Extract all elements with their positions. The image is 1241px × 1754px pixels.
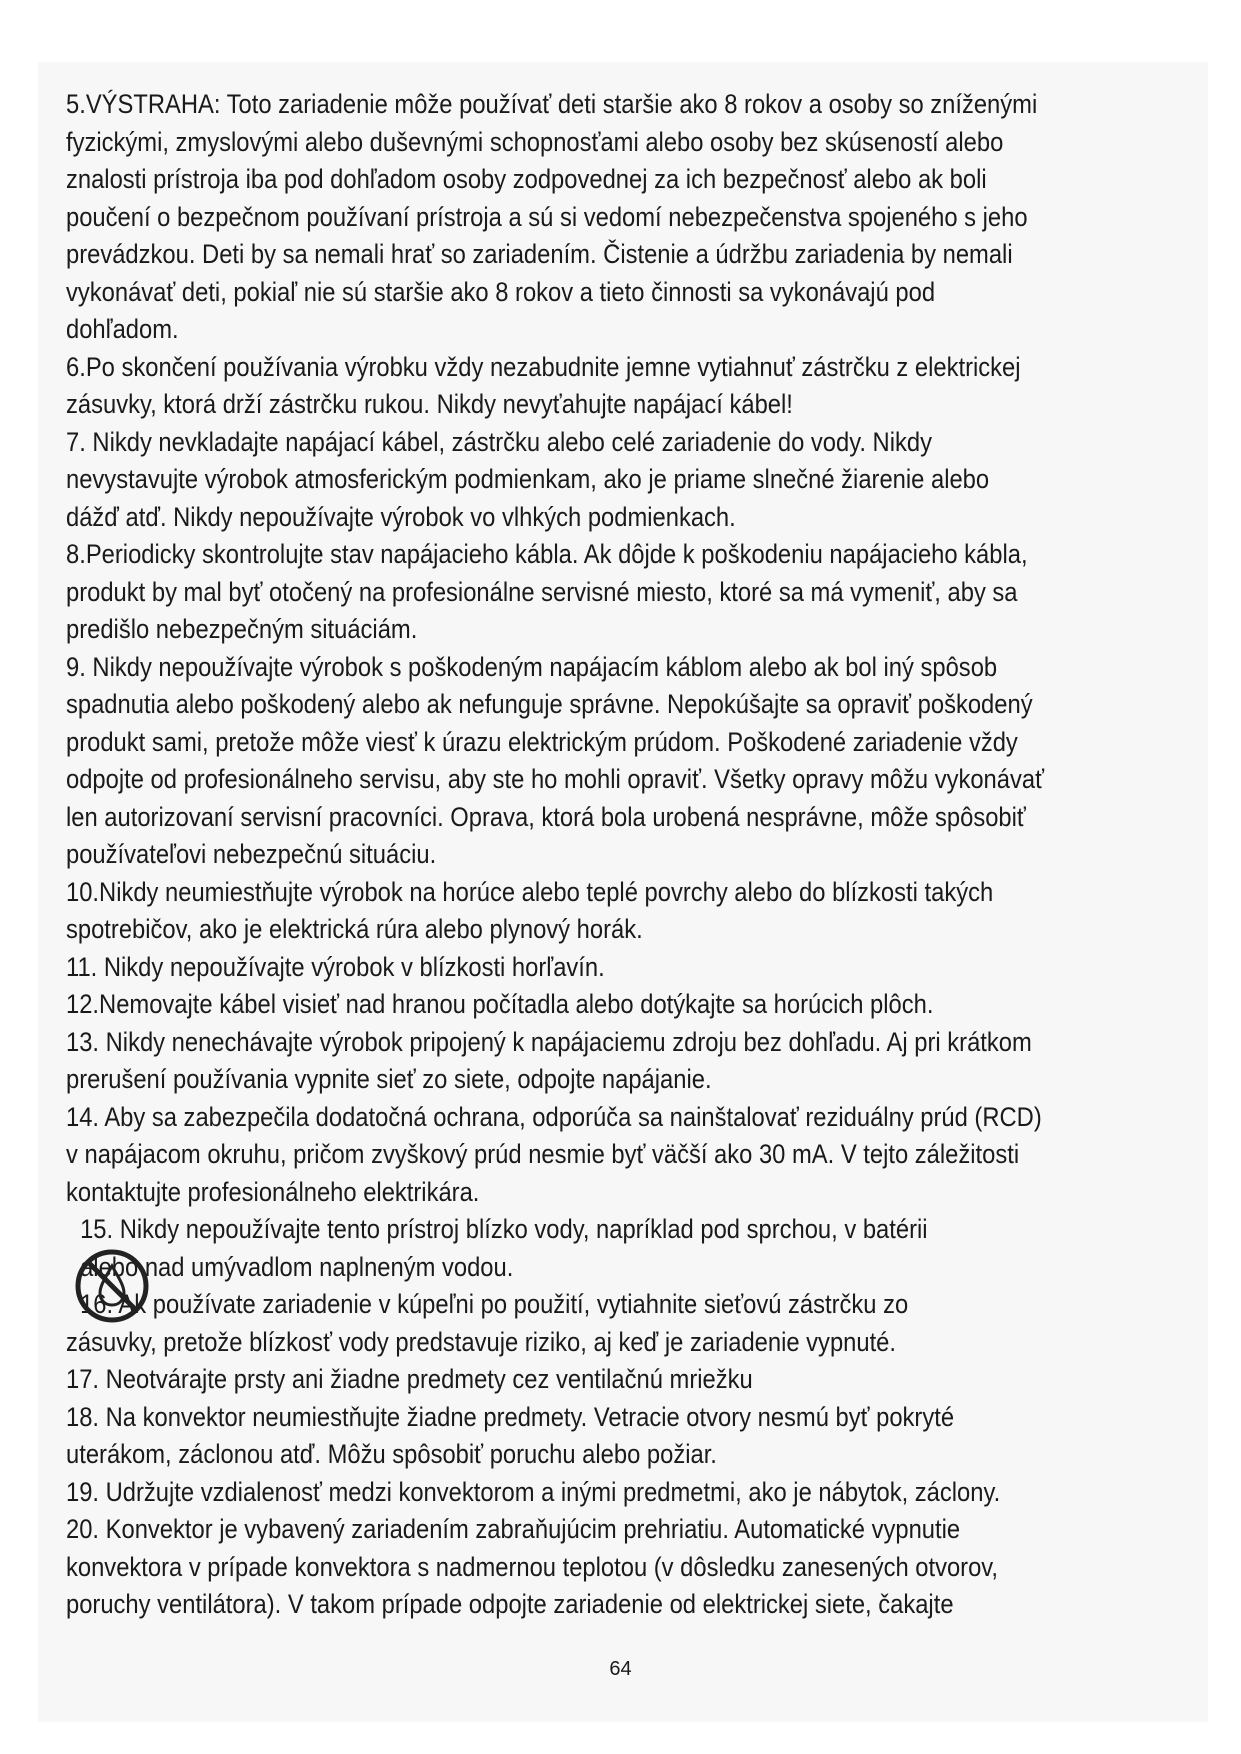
text-line: 13. Nikdy nenechávajte výrobok pripojený k napájaciemu zdroju bez dohľadu. Aj pri krátkom	[66, 1026, 1032, 1057]
text-line: 15. Nikdy nepoužívajte tento prístroj blízko vody, napríklad pod sprchou, v batérii	[80, 1214, 928, 1244]
document-body	[66, 86, 1060, 1624]
text-line: 9. Nikdy nepoužívajte výrobok s poškodeným napájacím káblom alebo ak bol iný spôsob	[66, 651, 998, 682]
text-line: spotrebičov, ako je elektrická rúra alebo plynový horák.	[66, 914, 643, 944]
text-line: alebo nad umývadlom naplneným vodou.	[80, 1251, 514, 1282]
text-line: len autorizovaní servisní pracovníci. Oprava, ktorá bola urobená nesprávne, môže spôsobiť	[66, 801, 1026, 832]
text-line: 6.Po skončení používania výrobku vždy nezabudnite jemne vytiahnuť zástrčku z elektrickej	[66, 351, 1021, 382]
text-line: poruchy ventilátora). V takom prípade odpojte zariadenie od elektrickej siete, čakajte	[66, 1589, 954, 1619]
text-line: kontaktujte profesionálneho elektrikára.	[66, 1176, 480, 1207]
text-line: produkt by mal byť otočený na profesionálne servisné miesto, ktoré sa má vymeniť, aby sa	[66, 576, 1018, 607]
text-line: produkt sami, pretože môže viesť k úrazu elektrickým prúdom. Poškodené zariadenie vždy	[66, 726, 1018, 757]
text-line: používateľovi nebezpečnú situáciu.	[66, 839, 437, 869]
text-line: 19. Udržujte vzdialenosť medzi konvektorom a inými predmetmi, ako je nábytok, záclony.	[66, 1476, 1001, 1507]
text-line: 14. Aby sa zabezpečila dodatočná ochrana, odporúča sa nainštalovať reziduálny prúd (RCD)	[66, 1101, 1042, 1132]
page-number: 64	[609, 1658, 632, 1680]
text-line: 11. Nikdy nepoužívajte výrobok v blízkosti horľavín.	[66, 951, 605, 982]
text-line: 17. Neotvárajte prsty ani žiadne predmety cez ventilačnú mriežku	[66, 1364, 753, 1394]
no-water-icon	[72, 1246, 152, 1326]
text-line: odpojte od profesionálneho servisu, aby ste ho mohli opraviť. Všetky opravy môžu vykonávať	[66, 764, 1044, 794]
text-line: 10.Nikdy neumiestňujte výrobok na horúce alebo teplé povrchy alebo do blízkosti takých	[66, 876, 994, 907]
text-line: 7. Nikdy nevkladajte napájací kábel, zástrčku alebo celé zariadenie do vody. Nikdy	[66, 426, 932, 457]
text-line: 5.VÝSTRAHA: Toto zariadenie môže používať deti staršie ako 8 rokov a osoby so zníženými	[66, 89, 1038, 119]
text-line: 12.Nemovajte kábel visieť nad hranou počítadla alebo dotýkajte sa horúcich plôch.	[66, 989, 934, 1019]
text-line: 20. Konvektor je vybavený zariadením zabraňujúcim prehriatiu. Automatické vypnutie	[66, 1514, 961, 1544]
text-line: dohľadom.	[66, 314, 179, 344]
text-line: dážď atď. Nikdy nepoužívajte výrobok vo vlhkých podmienkach.	[66, 501, 736, 532]
text-line: prevádzkou. Deti by sa nemali hrať so zariadením. Čistenie a údržbu zariadenia by nemali	[66, 239, 1013, 269]
text-line: konvektora v prípade konvektora s nadmernou teplotou (v dôsledku zanesených otvorov,	[66, 1551, 999, 1582]
text-line: predišlo nebezpečným situáciám.	[66, 614, 418, 644]
text-line: prerušení používania vypnite sieť zo siete, odpojte napájanie.	[66, 1064, 712, 1094]
text-line: nevystavujte výrobok atmosferickým podmienkam, ako je priame slnečné žiarenie alebo	[66, 464, 990, 494]
text-line: uterákom, záclonou atď. Môžu spôsobiť poruchu alebo požiar.	[66, 1439, 717, 1469]
text-line: 18. Na konvektor neumiestňujte žiadne predmety. Vetracie otvory nesmú byť pokryté	[66, 1401, 955, 1432]
text-line: spadnutia alebo poškodený alebo ak nefunguje správne. Nepokúšajte sa opraviť poškodený	[66, 689, 1033, 719]
text-line: 8.Periodicky skontrolujte stav napájacieho kábla. Ak dôjde k poškodeniu napájacieho kábla,	[66, 539, 1028, 569]
text-line: v napájacom okruhu, pričom zvyškový prúd nesmie byť väčší ako 30 mA. V tejto záležitosti	[66, 1139, 1020, 1169]
text-line: fyzickými, zmyslovými alebo duševnými schopnosťami alebo osoby bez skúseností alebo	[66, 126, 1004, 157]
text-line: vykonávať deti, pokiaľ nie sú staršie ako 8 rokov a tieto činnosti sa vykonávajú pod	[66, 276, 936, 307]
text-line: zásuvky, ktorá drží zástrčku rukou. Nikdy nevyťahujte napájací kábel!	[66, 389, 793, 419]
text-line: poučení o bezpečnom používaní prístroja a sú si vedomí nebezpečenstva spojeného s jeho	[66, 201, 1028, 232]
text-line: znalosti prístroja iba pod dohľadom osoby zodpovednej za ich bezpečnosť alebo ak boli	[66, 164, 987, 194]
text-line: 16. Ak používate zariadenie v kúpeľni po použití, vytiahnite sieťovú zástrčku zo	[80, 1289, 909, 1319]
text-line: zásuvky, pretože blízkosť vody predstavuje riziko, aj keď je zariadenie vypnuté.	[66, 1326, 897, 1357]
